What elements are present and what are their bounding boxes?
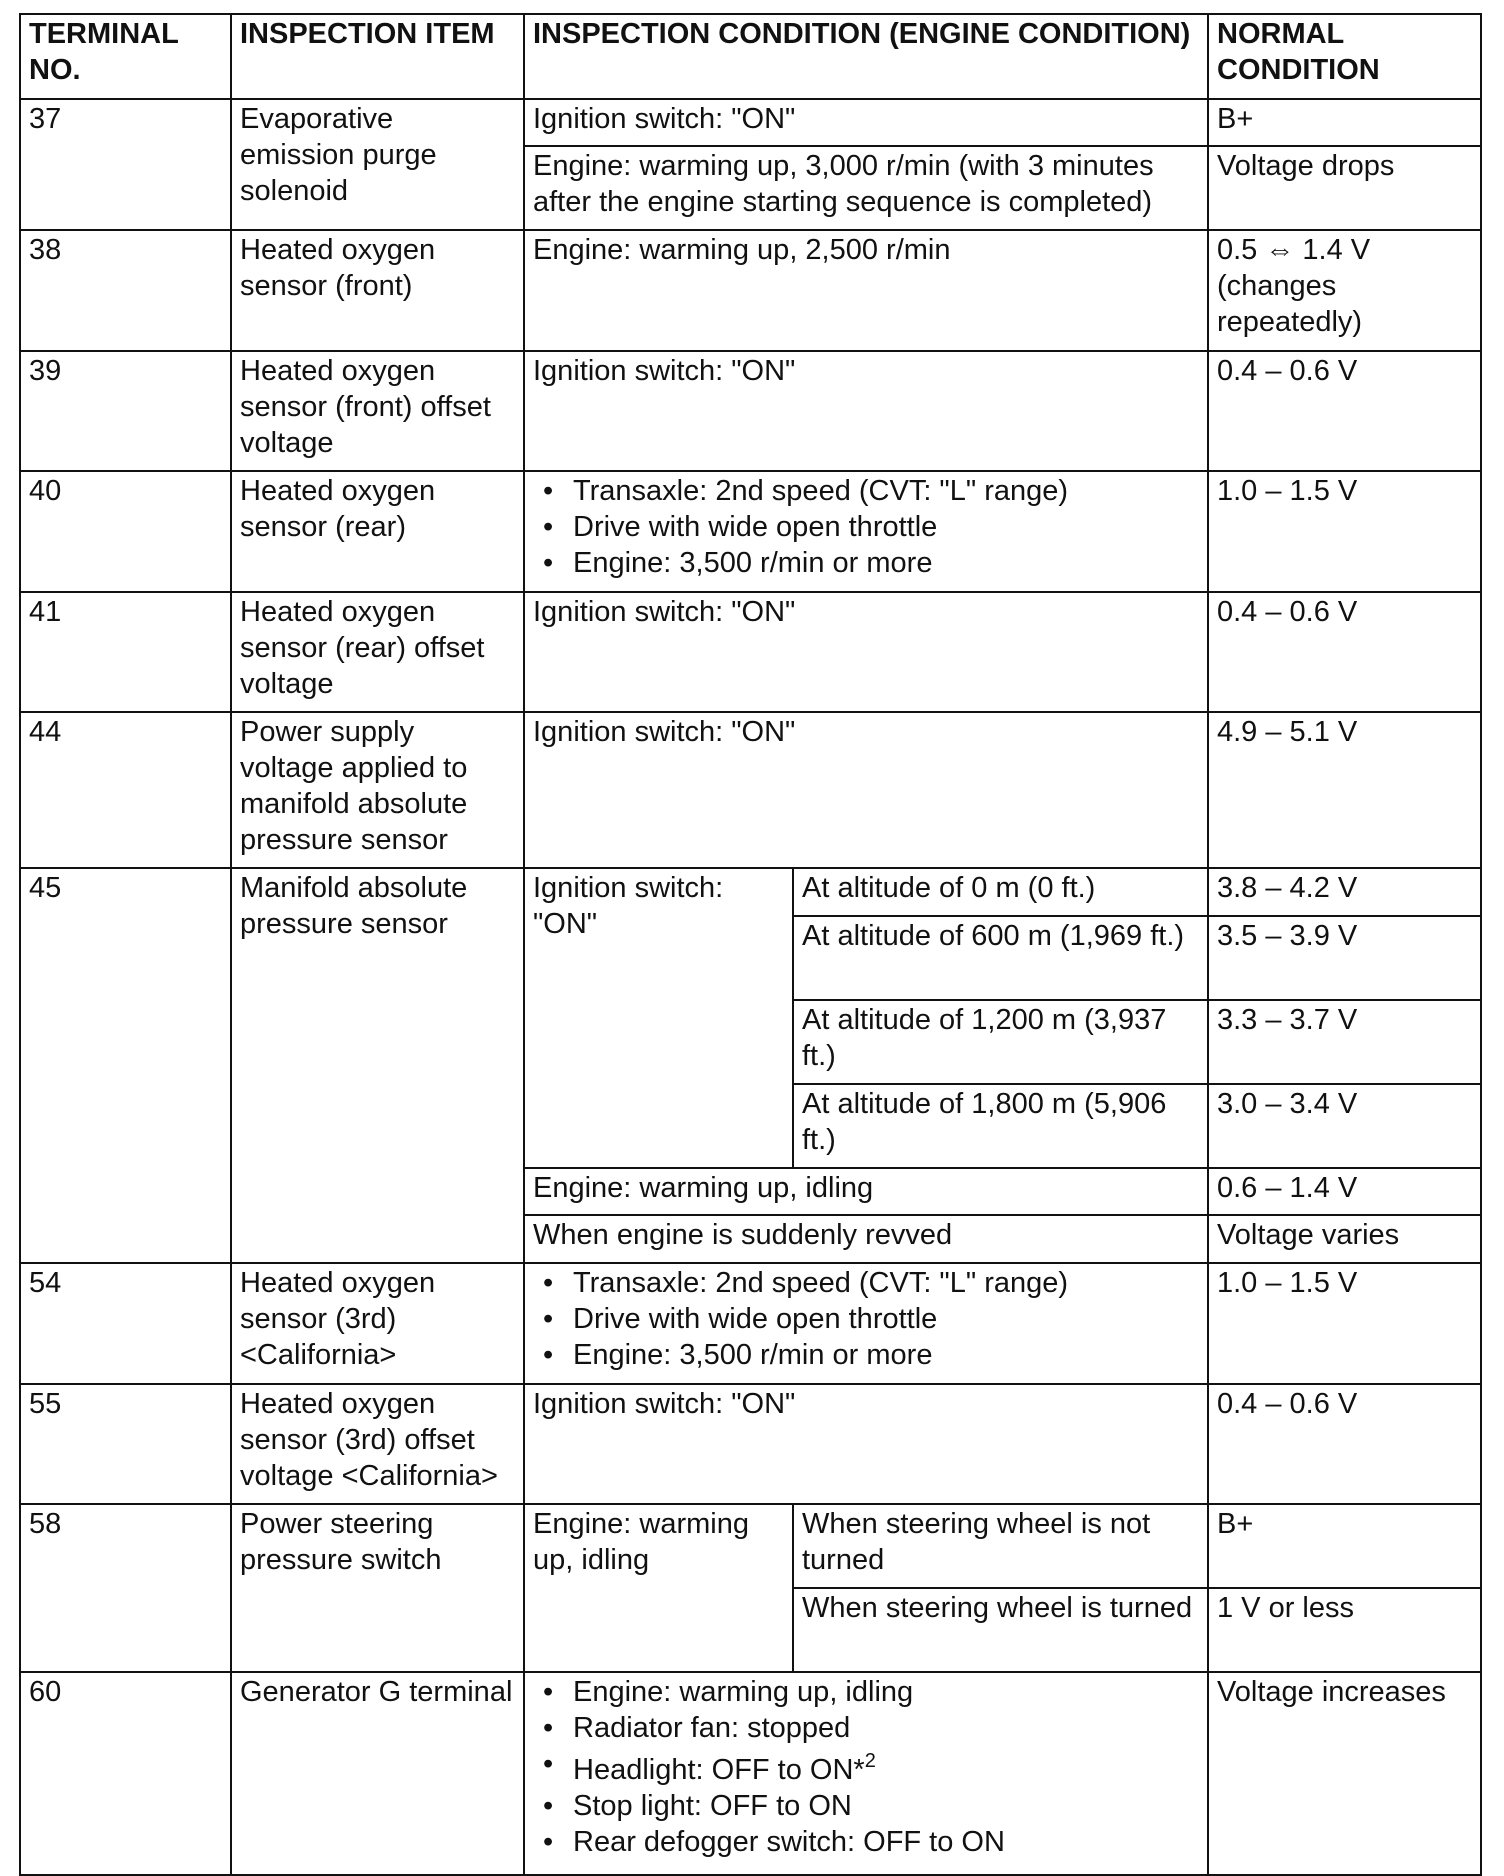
list-item bbox=[533, 1746, 1199, 1788]
inspection-condition: Engine: warming up, 2,500 r/min bbox=[524, 230, 1208, 351]
terminal-number: 60 bbox=[20, 1672, 231, 1875]
inspection-condition: Ignition switch: "ON" bbox=[524, 99, 1208, 146]
inspection-item: Power steering pressure switch bbox=[231, 1504, 524, 1672]
list-item: • Drive with wide open throttle bbox=[533, 509, 1199, 545]
header-terminal: TERMINAL NO. bbox=[20, 14, 231, 99]
inspection-item: Power supply voltage applied to manifold absolute pressure sensor bbox=[231, 712, 524, 868]
normal-condition: 1 V or less bbox=[1208, 1588, 1481, 1672]
normal-condition: Voltage varies bbox=[1208, 1215, 1481, 1263]
terminal-number: 37 bbox=[20, 99, 231, 230]
terminal-number: 58 bbox=[20, 1504, 231, 1672]
sub-condition: When steering wheel is turned bbox=[793, 1588, 1208, 1672]
row-58 bbox=[20, 1504, 1481, 1588]
normal-condition: 0.4 – 0.6 V bbox=[1208, 351, 1481, 471]
row-60 bbox=[20, 1672, 1481, 1875]
normal-condition: 0.4 – 0.6 V bbox=[1208, 1384, 1481, 1504]
list-item: • Transaxle: 2nd speed (CVT: "L" range) bbox=[533, 473, 1199, 509]
terminal-number: 44 bbox=[20, 712, 231, 868]
inspection-condition: Engine: warming up, idling bbox=[524, 1168, 1208, 1215]
sub-condition: At altitude of 600 m (1,969 ft.) bbox=[793, 916, 1208, 1000]
header-row bbox=[20, 14, 1481, 99]
terminal-number: 41 bbox=[20, 592, 231, 712]
normal-condition: 3.5 – 3.9 V bbox=[1208, 916, 1481, 1000]
list-item: • Stop light: OFF to ON bbox=[533, 1788, 1199, 1824]
list-item: • Drive with wide open throttle bbox=[533, 1301, 1199, 1337]
inspection-condition bbox=[524, 471, 1208, 592]
inspection-item: Heated oxygen sensor (3rd) <California> bbox=[231, 1263, 524, 1384]
normal-condition: Voltage drops bbox=[1208, 146, 1481, 230]
inspection-item: Generator G terminal bbox=[231, 1672, 524, 1875]
inspection-condition bbox=[524, 1263, 1208, 1384]
inspection-item: Heated oxygen sensor (front) offset voltage bbox=[231, 351, 524, 471]
inspection-condition-group: Engine: warming up, idling bbox=[524, 1504, 793, 1672]
condition-list bbox=[533, 1265, 1199, 1373]
normal-condition: 4.9 – 5.1 V bbox=[1208, 712, 1481, 868]
inspection-condition: Ignition switch: "ON" bbox=[524, 712, 1208, 868]
normal-condition: 3.3 – 3.7 V bbox=[1208, 1000, 1481, 1084]
normal-condition: 3.8 – 4.2 V bbox=[1208, 868, 1481, 916]
header-condition: INSPECTION CONDITION (ENGINE CONDITION) bbox=[524, 14, 1208, 99]
condition-list bbox=[533, 473, 1199, 581]
footnote-marker: 2 bbox=[864, 1750, 876, 1772]
row-44 bbox=[20, 712, 1481, 868]
terminal-number: 38 bbox=[20, 230, 231, 351]
row-41 bbox=[20, 592, 1481, 712]
inspection-condition: Ignition switch: "ON" bbox=[524, 351, 1208, 471]
terminal-inspection-table bbox=[19, 13, 1482, 1876]
row-38 bbox=[20, 230, 1481, 351]
terminal-number: 40 bbox=[20, 471, 231, 592]
inspection-item: Heated oxygen sensor (front) bbox=[231, 230, 524, 351]
list-item: • Transaxle: 2nd speed (CVT: "L" range) bbox=[533, 1265, 1199, 1301]
condition-list bbox=[533, 1674, 1199, 1860]
inspection-item: Heated oxygen sensor (rear) bbox=[231, 471, 524, 592]
normal-condition: 0.4 – 0.6 V bbox=[1208, 592, 1481, 712]
inspection-item: Heated oxygen sensor (3rd) offset voltage <California> bbox=[231, 1384, 524, 1504]
list-item: • Engine: 3,500 r/min or more bbox=[533, 1337, 1199, 1373]
inspection-condition bbox=[524, 1672, 1208, 1875]
inspection-item: Heated oxygen sensor (rear) offset voltage bbox=[231, 592, 524, 712]
normal-condition: 3.0 – 3.4 V bbox=[1208, 1084, 1481, 1168]
sub-condition: At altitude of 0 m (0 ft.) bbox=[793, 868, 1208, 916]
list-item: • Rear defogger switch: OFF to ON bbox=[533, 1824, 1199, 1860]
header-normal: NORMAL CONDITION bbox=[1208, 14, 1481, 99]
terminal-number: 39 bbox=[20, 351, 231, 471]
inspection-item: Evaporative emission purge solenoid bbox=[231, 99, 524, 230]
row-55 bbox=[20, 1384, 1481, 1504]
normal-condition: 0.5 ⇔ 1.4 V (changes repeatedly) bbox=[1208, 230, 1481, 351]
inspection-condition: When engine is suddenly revved bbox=[524, 1215, 1208, 1263]
normal-condition: 1.0 – 1.5 V bbox=[1208, 471, 1481, 592]
inspection-condition: Ignition switch: "ON" bbox=[524, 592, 1208, 712]
terminal-number: 54 bbox=[20, 1263, 231, 1384]
sub-condition: At altitude of 1,800 m (5,906 ft.) bbox=[793, 1084, 1208, 1168]
sub-condition: At altitude of 1,200 m (3,937 ft.) bbox=[793, 1000, 1208, 1084]
normal-condition: Voltage increases bbox=[1208, 1672, 1481, 1875]
inspection-item: Manifold absolute pressure sensor bbox=[231, 868, 524, 1263]
header-item: INSPECTION ITEM bbox=[231, 14, 524, 99]
terminal-number: 45 bbox=[20, 868, 231, 1263]
list-item-text: Headlight: OFF to ON* bbox=[573, 1754, 865, 1786]
row-37 bbox=[20, 99, 1481, 146]
inspection-condition-group: Ignition switch: "ON" bbox=[524, 868, 793, 1168]
list-item: • Engine: warming up, idling bbox=[533, 1674, 1199, 1710]
row-40 bbox=[20, 471, 1481, 592]
normal-condition: B+ bbox=[1208, 99, 1481, 146]
list-item: • Engine: 3,500 r/min or more bbox=[533, 545, 1199, 581]
inspection-condition: Engine: warming up, 3,000 r/min (with 3 minutes after the engine starting sequence is completed) bbox=[524, 146, 1208, 230]
list-item: • Radiator fan: stopped bbox=[533, 1710, 1199, 1746]
normal-condition: B+ bbox=[1208, 1504, 1481, 1588]
normal-condition: 0.6 – 1.4 V bbox=[1208, 1168, 1481, 1215]
normal-condition: 1.0 – 1.5 V bbox=[1208, 1263, 1481, 1384]
row-39 bbox=[20, 351, 1481, 471]
row-54 bbox=[20, 1263, 1481, 1384]
terminal-number: 55 bbox=[20, 1384, 231, 1504]
sub-condition: When steering wheel is not turned bbox=[793, 1504, 1208, 1588]
row-45 bbox=[20, 868, 1481, 916]
inspection-condition: Ignition switch: "ON" bbox=[524, 1384, 1208, 1504]
